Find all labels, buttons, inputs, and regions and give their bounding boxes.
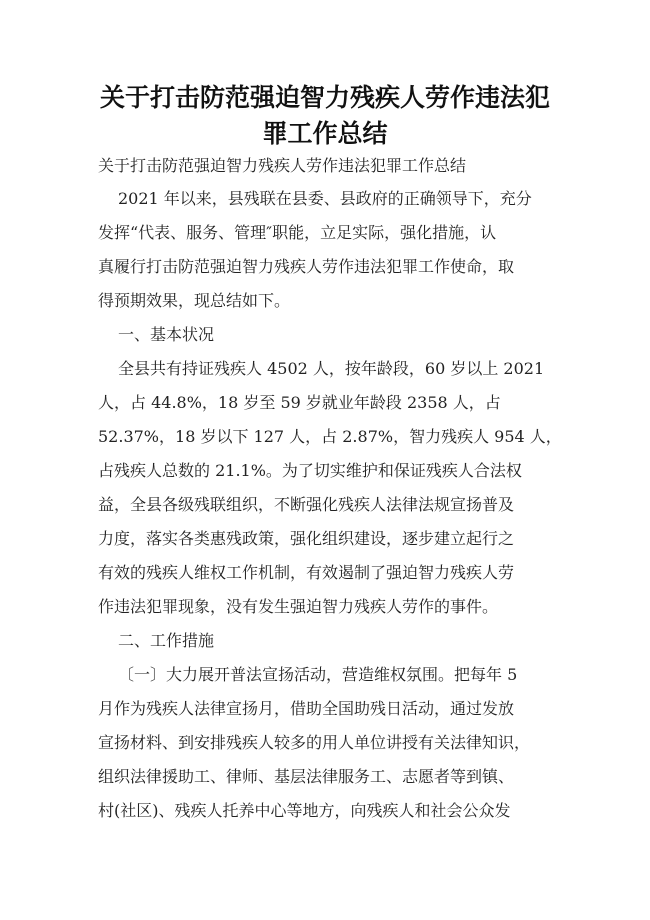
section-1-line: 占残疾人总数的 21.1%。为了切实维护和保证残疾人合法权 [98, 461, 522, 480]
section-1-line: 人，占 44.8%，18 岁至 59 岁就业年龄段 2358 人，占 [98, 393, 501, 412]
section-2-line: 组织法律援助工、律师、基层法律服务工、志愿者等到镇、 [98, 767, 515, 786]
section-1-line: 全县共有持证残疾人 4502 人，按年龄段，60 岁以上 2021 [118, 359, 545, 378]
section-1-line: 益，全县各级残联组织，不断强化残疾人法律法规宣扬普及 [98, 495, 515, 514]
section-2-line: 村(社区)、残疾人托养中心等地方，向残疾人和社会公众发 [98, 801, 511, 820]
section-1-line: 作违法犯罪现象，没有发生强迫智力残疾人劳作的事件。 [98, 597, 499, 616]
section-1-line: 力度，落实各类惠残政策，强化组织建设，逐步建立起行之 [98, 529, 515, 548]
section-2-line: 〔一〕大力展开普法宣扬活动，营造维权氛围。把每年 5 [118, 665, 518, 684]
section-2-line: 月作为残疾人法律宣扬月，借助全国助残日活动，通过发放 [98, 699, 515, 718]
document-title-line-2: 罪工作总结 [262, 119, 388, 148]
intro-line: 得预期效果，现总结如下。 [98, 291, 291, 310]
intro-line: 发挥“代表、服务、管理″职能，立足实际，强化措施，认 [98, 223, 497, 242]
section-1-heading: 一、基本状况 [118, 325, 215, 344]
section-1-line: 52.37%，18 岁以下 127 人，占 2.87%，智力残疾人 954 人， [98, 427, 562, 446]
section-2-heading: 二、工作措施 [118, 631, 215, 650]
intro-line: 2021 年以来，县残联在县委、县政府的正确领导下，充分 [118, 189, 532, 208]
intro-line: 真履行打击防范强迫智力残疾人劳作违法犯罪工作使命，取 [98, 257, 515, 276]
document-subtitle: 关于打击防范强迫智力残疾人劳作违法犯罪工作总结 [98, 156, 467, 175]
document-title-line-1: 关于打击防范强迫智力残疾人劳作违法犯 [99, 83, 550, 112]
section-1-line: 有效的残疾人维权工作机制，有效遏制了强迫智力残疾人劳 [98, 563, 515, 582]
section-2-line: 宣扬材料、到安排残疾人较多的用人单位讲授有关法律知识， [98, 733, 531, 752]
